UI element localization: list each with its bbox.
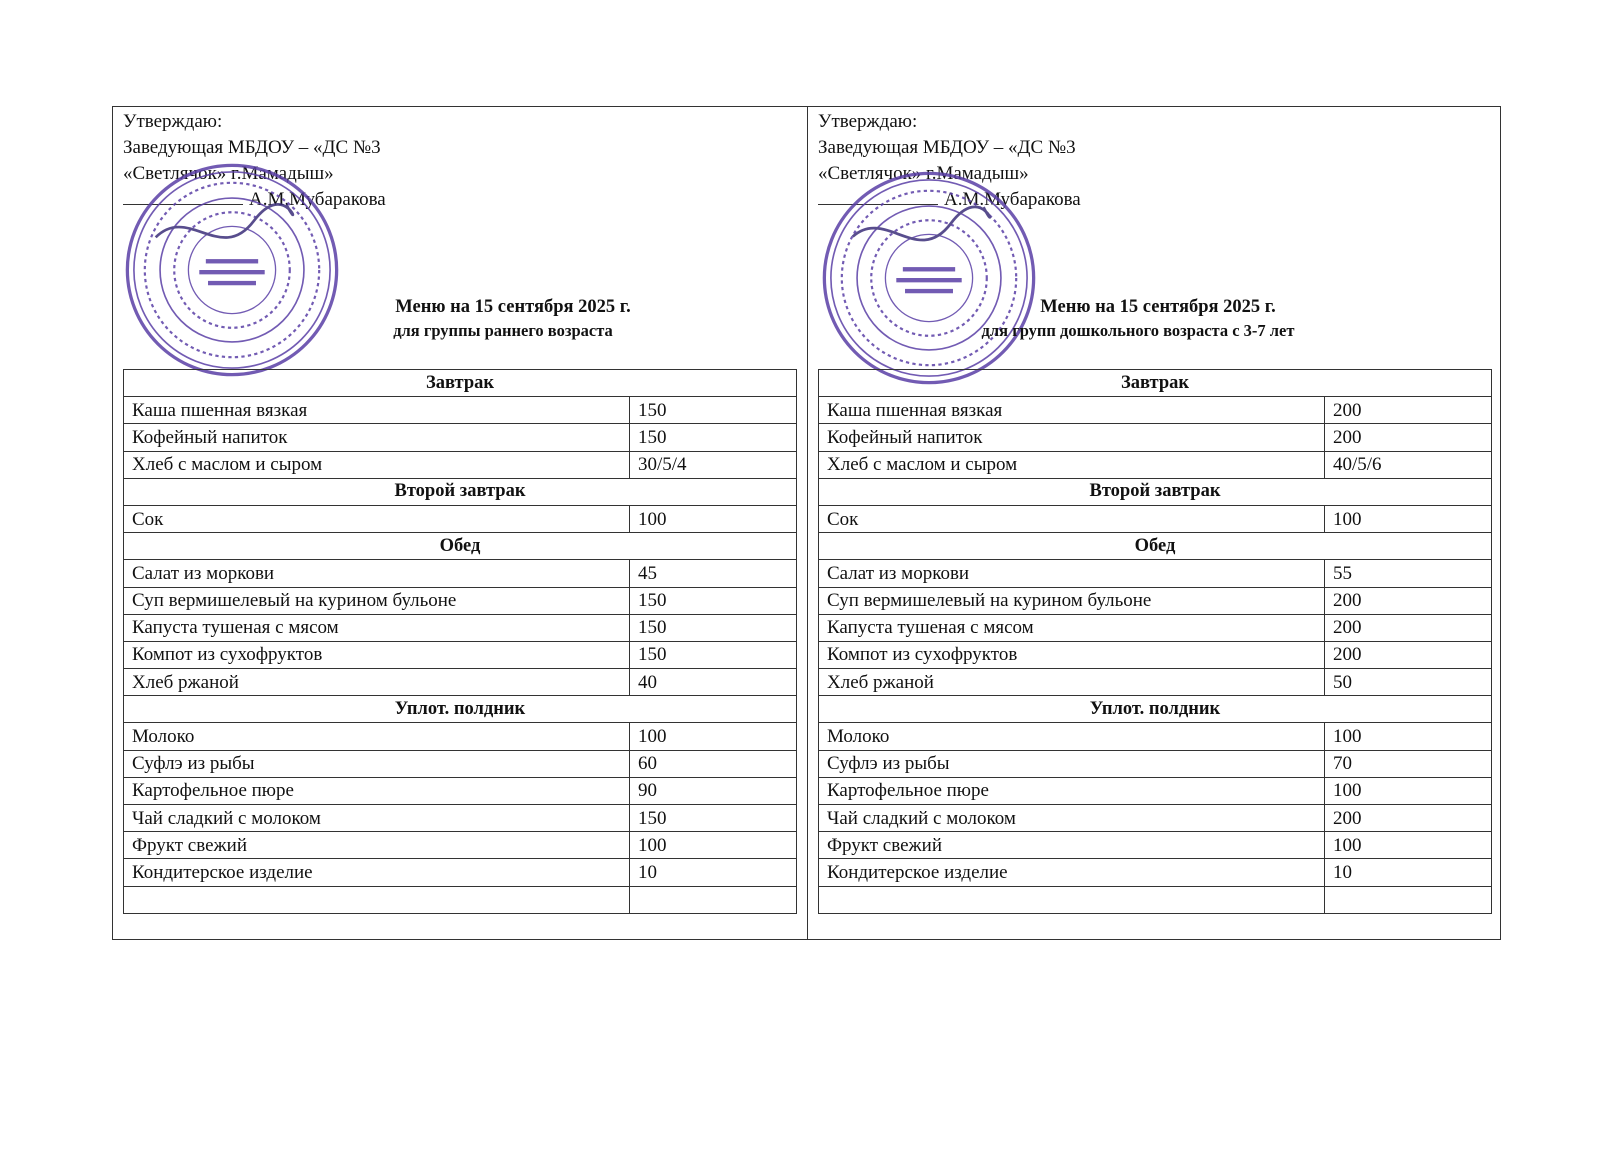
menu-title: Меню на 15 сентября 2025 г. [1040,297,1276,317]
approval-signature-line [818,187,1081,213]
empty-row [124,886,797,913]
dish-name: Картофельное пюре [819,777,1325,804]
dish-quantity: 200 [1325,397,1492,424]
table-row [819,777,1492,804]
section-row [819,478,1492,505]
dish-name: Суп вермишелевый на курином бульоне [124,587,630,614]
menu-subtitle: для группы раннего возраста [393,321,613,340]
dish-name: Каша пшенная вязкая [819,397,1325,424]
menu-table [818,369,1492,914]
dish-quantity: 50 [1325,669,1492,696]
dish-quantity: 10 [630,859,797,886]
menu-subtitle: для групп дошкольного возраста с 3-7 лет [981,321,1295,340]
table-row [124,750,797,777]
section-header: Уплот. полдник [124,696,797,723]
signature-name: А.М.Мубаракова [944,189,1081,210]
table-row [124,859,797,886]
approval-signature-line [123,187,386,213]
dish-name: Хлеб ржаной [124,669,630,696]
table-row [124,777,797,804]
empty-cell [630,886,797,913]
dish-name: Молоко [819,723,1325,750]
table-row [124,424,797,451]
section-header: Уплот. полдник [819,696,1492,723]
dish-quantity: 150 [630,641,797,668]
dish-name: Фрукт свежий [124,832,630,859]
dish-name: Кофейный напиток [124,424,630,451]
dish-name: Компот из сухофруктов [819,641,1325,668]
table-row [124,560,797,587]
approval-heading: Утверждаю: [818,111,918,132]
approval-organization: «Светлячок» г.Мамадыш» [123,163,334,184]
table-row [124,805,797,832]
signature-underline [123,204,243,205]
table-row [819,805,1492,832]
table-row [124,397,797,424]
signature-underline [818,204,938,205]
table-row [124,669,797,696]
empty-cell [819,886,1325,913]
dish-name: Чай сладкий с молоком [124,805,630,832]
dish-quantity: 200 [1325,805,1492,832]
table-row [124,451,797,478]
dish-quantity: 100 [630,505,797,532]
dish-name: Капуста тушеная с мясом [124,614,630,641]
dish-name: Картофельное пюре [124,777,630,804]
table-row [124,723,797,750]
dish-name: Молоко [124,723,630,750]
table-row [819,750,1492,777]
dish-quantity: 200 [1325,587,1492,614]
empty-cell [124,886,630,913]
table-row [124,832,797,859]
dish-name: Фрукт свежий [819,832,1325,859]
table-row [819,587,1492,614]
approval-position: Заведующая МБДОУ – «ДС №3 [818,137,1076,158]
section-row [819,533,1492,560]
dish-quantity: 150 [630,805,797,832]
dish-quantity: 150 [630,424,797,451]
approval-block [818,109,1081,213]
dish-quantity: 40 [630,669,797,696]
empty-row [819,886,1492,913]
section-header: Завтрак [124,370,797,397]
dish-name: Суп вермишелевый на курином бульоне [819,587,1325,614]
dish-quantity: 150 [630,587,797,614]
section-header: Обед [819,533,1492,560]
dish-quantity: 45 [630,560,797,587]
table-row [819,832,1492,859]
table-row [819,505,1492,532]
dish-name: Каша пшенная вязкая [124,397,630,424]
table-row [819,669,1492,696]
menu-panel-early-age [113,107,807,939]
menu-panel-preschool [808,107,1500,939]
document-frame [112,106,1501,940]
dish-quantity: 10 [1325,859,1492,886]
section-row [124,696,797,723]
dish-name: Кондитерское изделие [819,859,1325,886]
dish-quantity: 150 [630,614,797,641]
section-row [819,370,1492,397]
dish-name: Компот из сухофруктов [124,641,630,668]
approval-organization: «Светлячок» г.Мамадыш» [818,163,1029,184]
section-row [124,533,797,560]
empty-cell [1325,886,1492,913]
signature-name: А.М.Мубаракова [249,189,386,210]
table-row [819,397,1492,424]
dish-name: Чай сладкий с молоком [819,805,1325,832]
dish-quantity: 30/5/4 [630,451,797,478]
dish-name: Суфлэ из рыбы [819,750,1325,777]
dish-name: Салат из моркови [819,560,1325,587]
dish-quantity: 200 [1325,614,1492,641]
approval-position: Заведующая МБДОУ – «ДС №3 [123,137,381,158]
table-row [124,641,797,668]
dish-quantity: 200 [1325,424,1492,451]
dish-name: Капуста тушеная с мясом [819,614,1325,641]
dish-name: Хлеб ржаной [819,669,1325,696]
dish-name: Суфлэ из рыбы [124,750,630,777]
table-row [124,614,797,641]
dish-name: Хлеб с маслом и сыром [124,451,630,478]
dish-quantity: 60 [630,750,797,777]
table-row [819,859,1492,886]
section-row [124,370,797,397]
section-header: Второй завтрак [819,478,1492,505]
approval-block [123,109,386,213]
dish-quantity: 90 [630,777,797,804]
dish-name: Сок [124,505,630,532]
section-header: Обед [124,533,797,560]
menu-title: Меню на 15 сентября 2025 г. [395,297,631,317]
table-row [819,641,1492,668]
dish-name: Салат из моркови [124,560,630,587]
dish-quantity: 100 [1325,723,1492,750]
table-row [819,451,1492,478]
approval-heading: Утверждаю: [123,111,223,132]
dish-quantity: 100 [1325,832,1492,859]
dish-quantity: 55 [1325,560,1492,587]
dish-quantity: 200 [1325,641,1492,668]
section-header: Завтрак [819,370,1492,397]
table-row [124,505,797,532]
dish-quantity: 100 [630,723,797,750]
dish-name: Хлеб с маслом и сыром [819,451,1325,478]
menu-table [123,369,797,914]
section-header: Второй завтрак [124,478,797,505]
table-row [819,424,1492,451]
dish-quantity: 70 [1325,750,1492,777]
dish-quantity: 40/5/6 [1325,451,1492,478]
dish-quantity: 100 [1325,777,1492,804]
table-row [819,614,1492,641]
table-row [819,723,1492,750]
dish-quantity: 100 [630,832,797,859]
dish-name: Кондитерское изделие [124,859,630,886]
section-row [124,478,797,505]
dish-quantity: 150 [630,397,797,424]
dish-name: Сок [819,505,1325,532]
table-row [124,587,797,614]
dish-name: Кофейный напиток [819,424,1325,451]
dish-quantity: 100 [1325,505,1492,532]
section-row [819,696,1492,723]
table-row [819,560,1492,587]
